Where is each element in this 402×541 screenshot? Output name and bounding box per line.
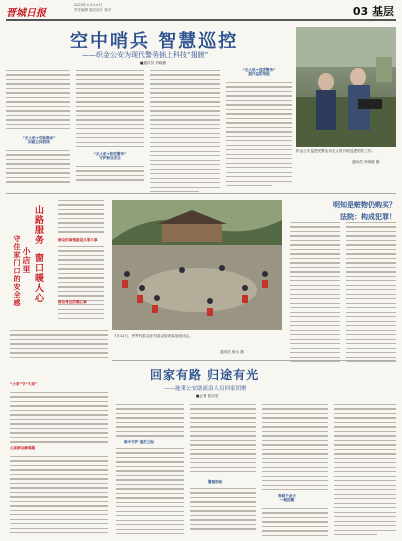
lead-title: 空中哨兵 智慧巡控	[70, 31, 239, 52]
meeting-photo	[112, 200, 282, 330]
masthead-rule	[6, 19, 396, 21]
left-bottom-col-2	[10, 456, 108, 537]
side-col-1b	[58, 246, 104, 322]
bottom-subhead-2: 警察相助	[208, 480, 223, 484]
page-label: 03 基层	[352, 5, 394, 18]
left-bottom-col-1	[10, 392, 108, 446]
lead-col-4	[226, 82, 292, 190]
bottom-col-1b	[116, 448, 184, 538]
lead-photo-caption: 织金公安巡逻民警运用无人机开展巡逻防控工作。	[296, 149, 376, 153]
lead-photo-credit: 通讯员 肖晓敏 摄	[352, 160, 380, 164]
lead-col-1	[6, 70, 70, 133]
side-subhead-2: 群众身边的暖心事	[58, 300, 87, 304]
bottom-col-2	[190, 404, 256, 476]
bottom-subhead-3-b: 一朝团聚	[279, 498, 295, 503]
masthead-info-2: 责任编辑 版式设计 校对	[74, 8, 112, 12]
law-col-1	[290, 222, 340, 366]
masthead	[6, 2, 396, 18]
bottom-col-2b	[190, 488, 256, 533]
lead-subhead-2-b: 提升巡防效能	[248, 72, 270, 77]
side-col-1c	[10, 330, 108, 361]
law-title-2: 法院：构成犯罪！	[340, 213, 396, 221]
lead-subhead-3-b: 守护群众安全	[99, 156, 121, 161]
side-title-3: 守住家门口的安全感	[13, 235, 22, 307]
lead-subhead-3	[82, 152, 138, 161]
left-bottom-subhead-1: “小家”守“大家”	[10, 382, 38, 386]
police-drone-illustration	[296, 27, 396, 147]
meeting-photo-credit: 通讯员 杨永 摄	[220, 350, 244, 354]
lead-subtitle: ——织金公安为现代警务插上科技“翅膀”	[82, 51, 209, 59]
divider-2	[112, 360, 396, 361]
side-title-2: 小店里	[22, 247, 32, 274]
bottom-col-1	[116, 404, 184, 440]
meeting-photo-caption: 7月12日，坪罗村群众在村委会院坝参加座谈会。	[114, 334, 193, 338]
bottom-subhead-3	[278, 494, 296, 503]
courtyard-meeting-illustration	[112, 200, 282, 330]
law-title-1: 明知是赃物仍购买？	[333, 201, 396, 209]
lead-subhead-3-a: “无人机+防控警务”	[93, 152, 127, 156]
lead-col-2	[76, 70, 144, 151]
lead-col-1b	[6, 150, 70, 186]
divider-1	[6, 193, 396, 194]
bottom-col-3b	[262, 508, 328, 539]
bottom-col-3	[262, 404, 328, 494]
lead-subhead-2-a: “无人机+巡逻警务”	[242, 68, 276, 72]
bottom-subhead-1: 暗中守护 迷茫之际	[124, 440, 155, 444]
lead-subhead-1-b: 织就立体防线	[28, 140, 50, 145]
left-bottom-subhead-2: 心系群众解难题	[10, 446, 36, 450]
lead-col-3	[150, 70, 220, 196]
side-col-1	[58, 200, 104, 236]
side-subhead-1: 群众的事情就是头等大事	[58, 238, 98, 242]
lead-subhead-2	[228, 68, 290, 77]
lead-col-2b	[76, 166, 144, 184]
lead-photo	[296, 27, 396, 147]
law-col-2	[346, 222, 396, 366]
lead-subhead-1-a: “无人机+空地联动”	[22, 136, 56, 140]
bottom-col-4	[334, 404, 396, 539]
lead-byline: ■通讯员 肖晓敏	[140, 61, 167, 65]
side-title-4: 窗口暖人心	[33, 253, 43, 303]
law-box-title	[290, 200, 396, 222]
logo: 晋城日报	[6, 8, 46, 19]
bottom-title: 回家有路 归途有光	[150, 368, 260, 382]
lead-subhead-1	[14, 136, 64, 145]
bottom-subhead-3-a: 等候千余天	[278, 494, 296, 498]
bottom-byline: ■记者 张洁莹	[196, 394, 219, 398]
side-title-1: 山路服务	[33, 205, 43, 245]
masthead-info-1: 2023年×月××日	[74, 3, 103, 7]
bottom-subtitle: ——施秉公安助流浪人员回家团聚	[164, 386, 247, 392]
